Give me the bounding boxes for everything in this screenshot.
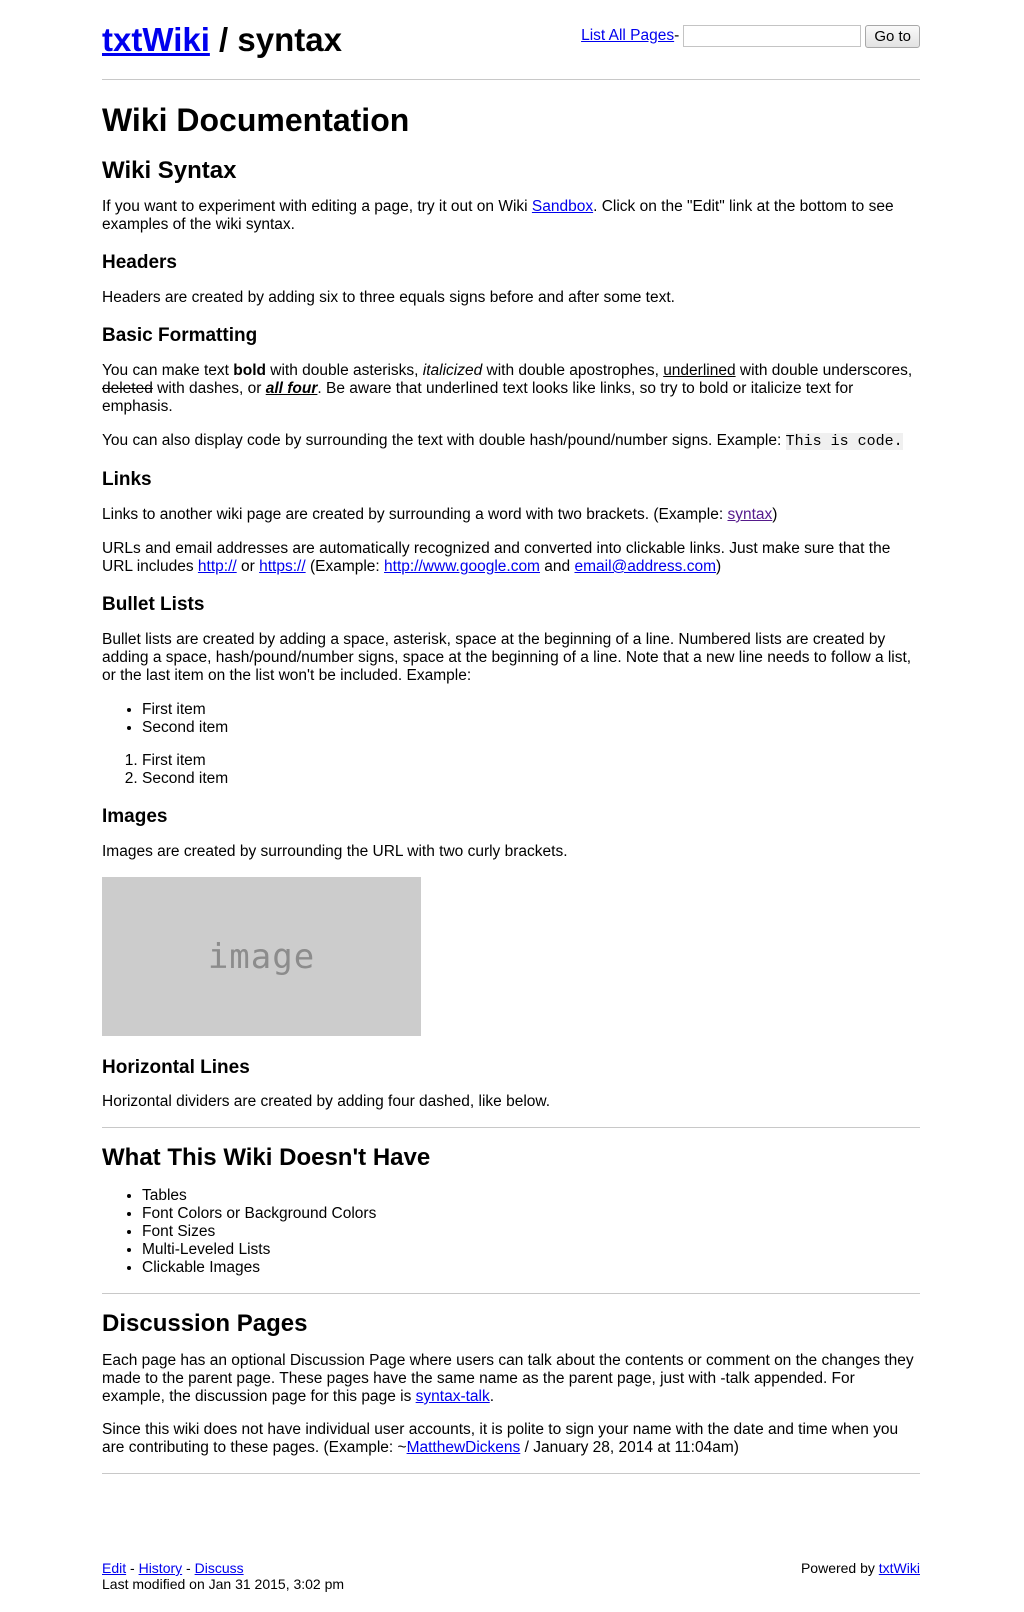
- numbered-example-list: [102, 752, 920, 788]
- last-modified: Last modified on Jan 31 2015, 3:02 pm: [102, 1576, 345, 1592]
- user-link[interactable]: MatthewDickens: [406, 1439, 521, 1456]
- bullet-lists-text: Bullet lists are created by adding a space, asterisk, space at the beginning of a line. Numbered lists are created by adding a space, hash/pound/number signs, space at the beginning of a line. Note that a new line needs to follow a list, or the last item on the list won't be included. Example:: [102, 631, 912, 684]
- headers-heading: Headers: [102, 252, 177, 273]
- site-home-link[interactable]: txtWiki: [102, 21, 210, 58]
- page-heading: Wiki Documentation: [102, 102, 410, 138]
- history-link[interactable]: History: [138, 1560, 183, 1576]
- top-navigation: [581, 23, 920, 49]
- discussion-paragraph: Each page has an optional Discussion Page where users can talk about the contents or comment on the changes they made to the parent page. These pages have the same name as the parent page, just with -talk appended. For example, the discussion page for this page is syntax-talk.: [102, 1352, 914, 1405]
- list-item: • Multi-Leveled Lists: [142, 1241, 920, 1259]
- powered-by: Powered by txtWiki: [800, 1560, 920, 1576]
- links-heading: Links: [102, 469, 152, 490]
- wiki-syntax-heading: Wiki Syntax: [102, 157, 237, 184]
- list-item: • Tables: [142, 1187, 920, 1205]
- missing-features-list: [102, 1187, 920, 1277]
- example-image: [102, 877, 421, 1036]
- https-link[interactable]: https://: [259, 558, 306, 575]
- header-divider: [102, 79, 920, 80]
- bullet-example-list: [102, 701, 920, 737]
- page-footer: [102, 1560, 920, 1592]
- sandbox-link[interactable]: Sandbox: [531, 198, 594, 215]
- section-divider: [102, 1293, 920, 1294]
- images-text: Images are created by surrounding the URL with two curly brackets.: [102, 843, 568, 860]
- horizontal-lines-heading: Horizontal Lines: [102, 1057, 250, 1078]
- list-item: 2. Second item: [142, 770, 920, 788]
- headers-text: Headers are created by adding six to three equals signs before and after some text.: [102, 289, 675, 306]
- signature-paragraph: Since this wiki does not have individual user accounts, it is polite to sign your name with the date and time when you are contributing to these pages. (Example: ~MatthewDickens / January 28, 2014 at 11:04am): [102, 1421, 899, 1456]
- italic-example: italicized: [422, 362, 483, 379]
- code-example: This is code.: [785, 433, 903, 450]
- title-separator: /: [209, 21, 238, 58]
- email-link[interactable]: email@address.com: [574, 558, 716, 575]
- footer-actions: Edit - History - Discuss: [102, 1560, 244, 1576]
- footer-divider: [102, 1473, 920, 1474]
- urls-paragraph: URLs and email addresses are automatically recognized and converted into clickable links. Just make sure that the URL includes http:// or https:// (Example: http://www.google.com and email@address.com): [102, 540, 891, 575]
- go-to-button[interactable]: Go to: [865, 25, 920, 48]
- horizontal-lines-text: Horizontal dividers are created by adding four dashed, like below.: [102, 1093, 551, 1110]
- basic-formatting-heading: Basic Formatting: [102, 325, 258, 346]
- http-link[interactable]: http://: [197, 558, 237, 575]
- list-item: • First item: [142, 701, 920, 719]
- syntax-intro: If you want to experiment with editing a page, try it out on Wiki Sandbox. Click on the "Edit" link at the bottom to see examples of the wiki syntax.: [102, 198, 894, 233]
- list-all-pages-link[interactable]: List All Pages: [581, 27, 675, 44]
- images-heading: Images: [102, 806, 168, 827]
- syntax-talk-link[interactable]: syntax-talk: [415, 1388, 490, 1405]
- bullet-lists-heading: Bullet Lists: [102, 594, 205, 615]
- syntax-link[interactable]: syntax: [727, 506, 773, 523]
- all-four-example: all four: [265, 380, 318, 397]
- deleted-example: deleted: [102, 380, 153, 397]
- discussion-pages-heading: Discussion Pages: [102, 1310, 308, 1337]
- site-title: [102, 18, 342, 62]
- edit-link[interactable]: Edit: [102, 1560, 127, 1576]
- page-search-input[interactable]: [683, 25, 861, 47]
- discuss-link[interactable]: Discuss: [194, 1560, 244, 1576]
- list-item: • Font Colors or Background Colors: [142, 1205, 920, 1223]
- list-item: • Clickable Images: [142, 1259, 920, 1277]
- nav-separator: -: [674, 27, 680, 44]
- formatting-paragraph: You can make text bold with double asterisks, italicized with double apostrophes, underlined with double underscores, deleted with dashes, or all four. Be aware that underlined text looks like links, so try to bold or italicize text for emphasis.: [102, 362, 913, 415]
- bold-example: bold: [233, 362, 266, 379]
- horizontal-divider: [102, 1127, 920, 1128]
- links-paragraph: Links to another wiki page are created by surrounding a word with two brackets. (Example: syntax): [102, 506, 778, 523]
- code-paragraph: You can also display code by surrounding the text with double hash/pound/number signs. Example: This is code.: [102, 432, 903, 450]
- google-link[interactable]: http://www.google.com: [384, 558, 540, 575]
- list-item: • Font Sizes: [142, 1223, 920, 1241]
- list-item: • Second item: [142, 719, 920, 737]
- underline-example: underlined: [663, 362, 736, 379]
- image-placeholder-label: image: [207, 936, 316, 977]
- list-item: 1. First item: [142, 752, 920, 770]
- current-page-name: syntax: [237, 21, 342, 58]
- page-content: [102, 100, 920, 1474]
- missing-features-heading: What This Wiki Doesn't Have: [102, 1144, 431, 1171]
- powered-by-link[interactable]: txtWiki: [878, 1560, 920, 1576]
